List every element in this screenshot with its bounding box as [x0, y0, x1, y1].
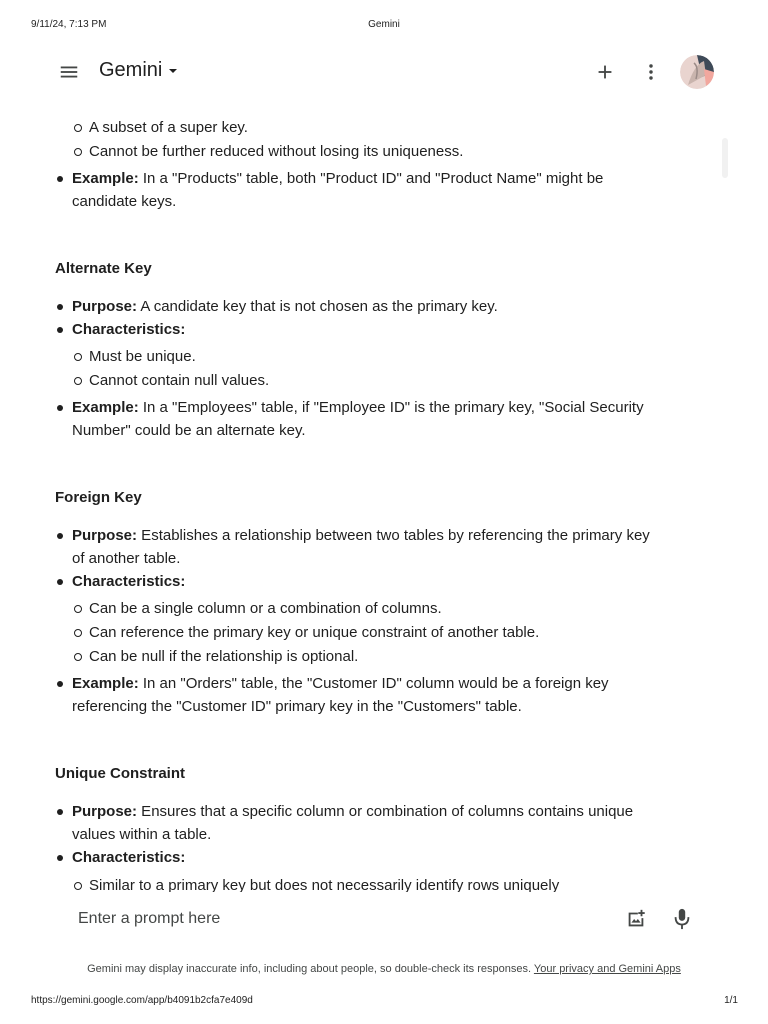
- list-item: Can reference the primary key or unique constraint of another table.: [89, 621, 709, 644]
- section-title: Alternate Key: [55, 260, 152, 277]
- model-switcher[interactable]: [99, 59, 178, 82]
- app-bar: [0, 52, 768, 92]
- caret-down-icon: [168, 66, 178, 76]
- list-item-text: Establishes a relationship between two tables by referencing the primary key: [137, 527, 650, 544]
- list-item: [72, 846, 692, 869]
- bold-label: Example:: [72, 399, 139, 416]
- privacy-link[interactable]: Your privacy and Gemini Apps: [533, 963, 681, 975]
- print-url: https://gemini.google.com/app/b4091b2cfa7e409d: [31, 995, 253, 1006]
- list-item: [72, 800, 692, 846]
- list-item: [72, 570, 692, 593]
- bold-label: Purpose:: [72, 803, 138, 820]
- list-item: [72, 396, 692, 442]
- bold-label: Example:: [72, 170, 139, 187]
- list-item-text: Number" could be an alternate key.: [72, 422, 306, 439]
- print-title: Gemini: [368, 19, 400, 30]
- bold-label: Purpose:: [72, 298, 138, 315]
- list-item-text: A candidate key that is not chosen as the primary key.: [137, 298, 498, 315]
- list-item: Must be unique.: [89, 345, 709, 368]
- bold-label: Purpose:: [72, 527, 138, 544]
- print-datetime: 9/11/24, 7:13 PM: [31, 19, 107, 30]
- list-item: Cannot contain null values.: [89, 369, 709, 392]
- new-chat-plus-icon[interactable]: [594, 61, 616, 83]
- list-item: [72, 295, 692, 318]
- list-item-text: candidate keys.: [72, 193, 177, 210]
- hamburger-menu-icon[interactable]: [58, 61, 80, 83]
- prompt-bar: [58, 896, 708, 942]
- list-item-text: In an "Orders" table, the "Customer ID" column would be a foreign key: [138, 675, 609, 692]
- list-item: Can be null if the relationship is optional.: [89, 645, 709, 668]
- list-item-text: In a "Products" table, both "Product ID" and "Product Name" might be: [138, 170, 604, 187]
- list-item: Cannot be further reduced without losing its uniqueness.: [89, 140, 709, 163]
- bold-label: Example:: [72, 675, 139, 692]
- print-footer: [0, 995, 768, 1009]
- list-item: [72, 318, 692, 341]
- list-item: [72, 672, 692, 718]
- user-avatar[interactable]: [680, 55, 714, 89]
- print-page-number: 1/1: [724, 995, 738, 1006]
- list-item: [72, 524, 692, 570]
- list-item-text: In a "Employees" table, if "Employee ID" is the primary key, "Social Security: [138, 399, 644, 416]
- disclaimer: [0, 963, 768, 975]
- list-item-text: referencing the "Customer ID" primary key in the "Customers" table.: [72, 698, 522, 715]
- list-item: [72, 167, 692, 213]
- section-title: Unique Constraint: [55, 765, 185, 782]
- list-item: A subset of a super key.: [89, 116, 709, 139]
- bold-label: Characteristics:: [72, 573, 186, 590]
- more-options-icon[interactable]: [640, 61, 662, 83]
- add-image-icon[interactable]: [625, 908, 647, 930]
- list-item-text: Ensures that a specific column or combination of columns contains unique: [137, 803, 634, 820]
- list-item-text: values within a table.: [72, 826, 212, 843]
- list-item-text: of another table.: [72, 550, 181, 567]
- response-content: [0, 116, 768, 892]
- list-item: Similar to a primary key but does not necessarily identify rows uniquely: [89, 874, 709, 892]
- microphone-icon[interactable]: [671, 907, 693, 931]
- print-header: [0, 19, 768, 33]
- disclaimer-text: Gemini may display inaccurate info, including about people, so double-check its responses.: [87, 963, 534, 975]
- app-title: Gemini: [99, 59, 163, 81]
- list-item: Can be a single column or a combination of columns.: [89, 597, 709, 620]
- bold-label: Characteristics:: [72, 321, 186, 338]
- bold-label: Characteristics:: [72, 849, 186, 866]
- prompt-input[interactable]: [78, 908, 578, 930]
- section-title: Foreign Key: [55, 489, 142, 506]
